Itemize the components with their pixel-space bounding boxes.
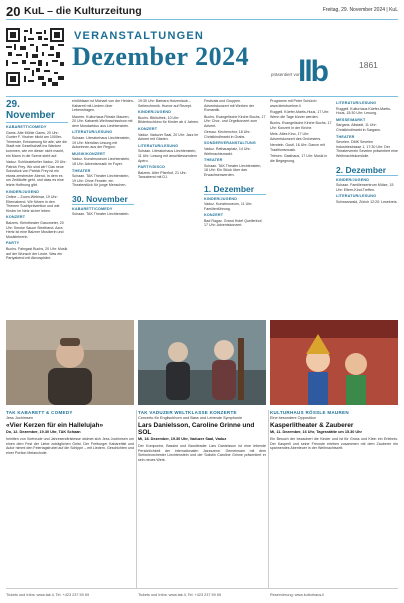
event-entry: Vaduz. Kunstmuseum, 11 Uhr: Familienführung. (204, 202, 253, 211)
footer-tickets-tak[interactable]: Tickets und Infos: www.tak.li, Tel. +423 237 59 69 (6, 593, 90, 597)
section-title: Dezember 2024 (72, 42, 250, 71)
event-entry: Gersau. Kirchenchor, 18 Uhr: Christkindlmarkt in Grabs. (204, 130, 251, 139)
feature-kasperli (270, 410, 398, 451)
sponsor-logo-year: 1861 (359, 60, 378, 70)
event-category: PARTY/DISCO (138, 165, 166, 170)
footer-rule (6, 588, 398, 589)
footer-reservation[interactable]: Reservierung: www.kulturhaus.li (270, 593, 325, 597)
event-entry: Ruggell. Küefer-Martis-Huus, 17 Uhr: Wenn die Tage kürzer werden. (270, 109, 330, 119)
header-rule (6, 19, 398, 20)
event-category: LITERATUR/LESUNG (138, 143, 179, 148)
event-entry: Schaan. TAK Theater Liechtenstein, 19 Uhr: Ohne Fenster, ein Theaterstück für junge Menschen. (72, 174, 130, 188)
event-category: KONZERT (138, 126, 158, 131)
column-divider (268, 410, 269, 588)
event-category: THEATER (336, 134, 355, 139)
feature-subtitle: Eine besondere Opposition (270, 416, 316, 420)
event-category: KABARETT/COMEDY (6, 125, 47, 129)
qr-code-icon (6, 28, 64, 86)
event-category: KONZERT (204, 213, 224, 218)
event-entry: Mauren. Kulturhaus Rössle Mauren, 20 Uhr: Kabarett-Weihnachtsshow mit dem Mundartduo aus Liechtenstein. (72, 114, 133, 128)
feature-subtitle: Jess Jochimsen (6, 416, 34, 420)
day-heading: 1. Dezember (204, 184, 266, 195)
event-entry: Buchs. Evangelische Kirche Buchs, 17 Uhr: Chor- und Orgelkonzert zum Advent. (204, 114, 266, 128)
event-category: KINDER/JUGEND (336, 177, 370, 182)
event-entry: Online – Zoom-Webinar, 19 Uhr: Elternabend. Wir führen in den Themen Suchtprävention und wie Kinder im Netz sicher leben. (6, 195, 60, 213)
event-column (336, 99, 398, 206)
feature-kicker: KULTURHAUS RÖSSLE MAUREN (270, 410, 349, 415)
event-category: KABARETT/COMEDY (72, 206, 113, 211)
event-category: SONDERVERANSTALTUNG (204, 141, 256, 146)
event-entry: Schaan. Literaturhaus Liechtenstein, 11 Uhr: Lesung mit anschliessendem Apéro. (138, 149, 197, 163)
feature-body: Ein Besuch der bezaubert die Kinder und ist für Gross und Klein ein Erlebnis. Der Kasperli und seine Freunde erleben zusammen mit dem Zauberer ein spannendes Abenteuer in der Weihnachtszeit. (270, 437, 398, 451)
event-category: KINDER/JUGEND (204, 196, 238, 201)
feature-headline: «Vier Kerzen für ein Hallelujah» (6, 422, 104, 429)
footer-tickets-konzert[interactable]: Tickets und Infos: www.tak.li, Tel. +423 237 59 69 (138, 593, 222, 597)
event-category: KINDER/JUGEND (6, 189, 40, 194)
issue-date: Freitag, 29. November 2024 | KuL (322, 7, 398, 13)
event-entry: Buchs. Evangelische Kirche Buchs, 17 Uhr: Konzert in der Kirche. (270, 120, 332, 130)
event-entry: Buchs. Bibliothek, 10 Uhr: Bilderbuchkino für Kinder ab 4 Jahren. (138, 115, 200, 125)
event-entry: Vaduz. Kunstmuseum Liechtenstein, 18 Uhr: Adventsmusik im Foyer. (72, 157, 131, 166)
column-divider (136, 410, 137, 588)
event-category: LITERATUR/LESUNG (336, 194, 377, 199)
day-heading: 29. November (6, 99, 68, 123)
event-column (270, 99, 332, 165)
feature-subtitle: Concerto für Englischhorn und Bass und Lebende Symphonie (138, 416, 243, 420)
event-entry: Ruggell. Kulturhaus Küefer-Martis-Huus, 15:30 Uhr: Lesung. (336, 106, 392, 116)
photo-konzert (138, 320, 266, 405)
feature-date: Mi, 18. Dezember, 19.30 Uhr, Vaduzer Saal, Vaduz (138, 437, 227, 441)
presented-by-label: präsentiert von (271, 72, 301, 77)
event-entry: Mels. Altes Kino, 17 Uhr: Adventskonzert des Orchesters. (270, 131, 322, 141)
event-category: THEATER (72, 168, 91, 173)
page-number: 20 (6, 4, 21, 19)
day-heading: 2. Dezember (336, 165, 398, 176)
event-entry: Schaan. Familienzentrum Mütze, 15 Uhr: Eltern-Kind-Treffen. (336, 183, 394, 192)
feature-kabarett (6, 410, 134, 455)
event-column (204, 99, 266, 230)
event-column (6, 99, 68, 263)
sponsor-logo: llb (298, 55, 327, 88)
event-category: KONZERT (6, 215, 26, 220)
section-subtitle: VERANSTALTUNGEN (74, 30, 205, 42)
event-column (138, 99, 200, 182)
event-entry: Balzers. Alter Pfarrhof, 21 Uhr: Tanzabend mit DJ. (138, 170, 187, 180)
feature-konzert (138, 410, 266, 462)
day-heading: 30. November (72, 194, 134, 205)
event-category: LITERATUR/LESUNG (336, 101, 377, 105)
event-entry: Bad Ragaz. Grand Hotel Quellenhof, 17 Uhr: Adventskonzert. (204, 218, 263, 228)
photo-kasperli (270, 320, 398, 405)
event-category: PARTY (6, 241, 20, 246)
feature-body: Inmitten von Vorfreude und Jahresendtristesse widmet sich Jess Jochimsen um einen dem Fest der Liebe zuträglichen Geist. Der Freiburger Kabarettist und Autor nimmt den Feiertagstrubel auf die Schippe – mit Liedern, Geschichten und einer Portion Melancholie. (6, 437, 134, 455)
event-entry: Gams. Alte Mühle Gams, 20 Uhr: Gunter F. Vischer blickt am 1000er-Trimester, Entwarnung für alle, wie die Stadt wie Gesellschaft ins Wanken kommen, wie ein dieser nicht macht, ein Mann in die Szene steht auf. (6, 130, 67, 158)
event-category: THEATER (204, 158, 223, 163)
event-entry: 19:30 Uhr: Barbara Hutzenlaub – Seitenchronik. Humor auf Rezept. (138, 99, 192, 108)
feature-body: Der Komponist, Bassist und Bandleader Lars Danielsson ist eine lebende Persönlichkeit der internationalen Jazzszene. Gemeinsam mit dem Sinfonieorchester Liechtenstein und der Solistin Caroline Grinne präsentiert er sein neues Werk. (138, 444, 266, 462)
event-entry: Nendeln. Gusti, 16 Uhr: Dance mit Traditionsmusik. (270, 142, 325, 152)
event-entry: Schaan. TAK Theater Liechtenstein, 18 Uhr: Ein Stück über das Erwachsenwerden. (204, 163, 262, 177)
event-entry: Schaan. TAK Theater Liechtenstein. (72, 212, 130, 217)
newspaper-title: KuL – die Kulturzeitung (24, 5, 142, 17)
event-entry: Schaan. Literaturhaus Liechtenstein, 19 Uhr: Meridian Lesung mit Autorinnen aus der Region. (72, 135, 131, 150)
feature-kicker: TAK KABARETT & COMEDY (6, 410, 73, 415)
event-entry: Festivals und Gruppen. Adventskonzert mit Werken der Romantik. (204, 99, 255, 113)
feature-headline: Kasperlitheater & Zauberer (270, 422, 354, 429)
event-entry: Programm mit Peter Schürch: www.kleinbuehne.li (270, 99, 318, 108)
event-entry: Triesen. Gasthaus, 17 Uhr: Musik in die Begegnung. (270, 153, 328, 163)
photo-kabarett (6, 320, 134, 405)
feature-date: Mi, 11. Dezember, 16 Uhr, Tagesstätte um 15.30 Uhr (270, 430, 362, 434)
feature-date: Do, 12. Dezember, 19.30 Uhr, TAK Schaan (6, 430, 81, 434)
event-entry: Balzers. Kleintheater Gasometer, 20 Uhr: Smoke Sauce Steelband. Azra Hertz ist eine Balzner Musikerin und Musiklehrerin. (6, 221, 64, 239)
event-entry: Sargans. Altstadt, 11 Uhr: Christkindlmarkt in Sargans. (336, 123, 381, 132)
event-entry: Schwarzwald, Zürich 12:20: Lesekreis. (336, 199, 398, 204)
event-entry: Buchs. Fahrgast Buchs, 20 Uhr: Musik auf der Wunsch der Leute. Was ein Partyabend mit Atmosphäre. (6, 247, 68, 261)
feature-kicker: TAK VADUZER WELTKLASSE KONZERTE (138, 410, 237, 415)
banner-rule (6, 96, 398, 97)
event-column (72, 99, 134, 219)
event-entry: Vaduz. Schlösslekeller Vaduz, 20 Uhr: Patrick Frey. Wo sind wir? Das neue Solostück von Patrick Frey ist ein etwas zerstreuter Abend. In dem es um Zeitläufte geht, und dass es eine letzte Hoffnung gibt. (6, 159, 67, 187)
feature-headline: Lars Danielsson, Caroline Grinne und SOL (138, 422, 255, 436)
event-category: KINDER/JUGEND (138, 110, 172, 115)
event-entry: Vaduz. Rathausplatz, 14 Uhr: Weihnachtsmarkt. (204, 146, 251, 156)
event-category: LITERATUR/LESUNG (72, 130, 113, 135)
event-entry: Sevelen. DMK Sevelen Industriestrasse 1, 17:30 Uhr: Der Theaterverein Sevelen präsentiert eine Weihnachtskomödie. (336, 140, 398, 158)
event-category: MESSE/MARKT (336, 117, 366, 122)
event-category: MUSIK/KONZERT (72, 151, 106, 156)
event-entry: einfühlsam ist Michael von der Heiden-Kabarett mit Liedern über Lebensfragen. (72, 99, 134, 113)
event-entry: Vaduz. Vaduzer Saal, 20 Uhr: Jazz im Advent mit Gästen. (138, 132, 199, 142)
